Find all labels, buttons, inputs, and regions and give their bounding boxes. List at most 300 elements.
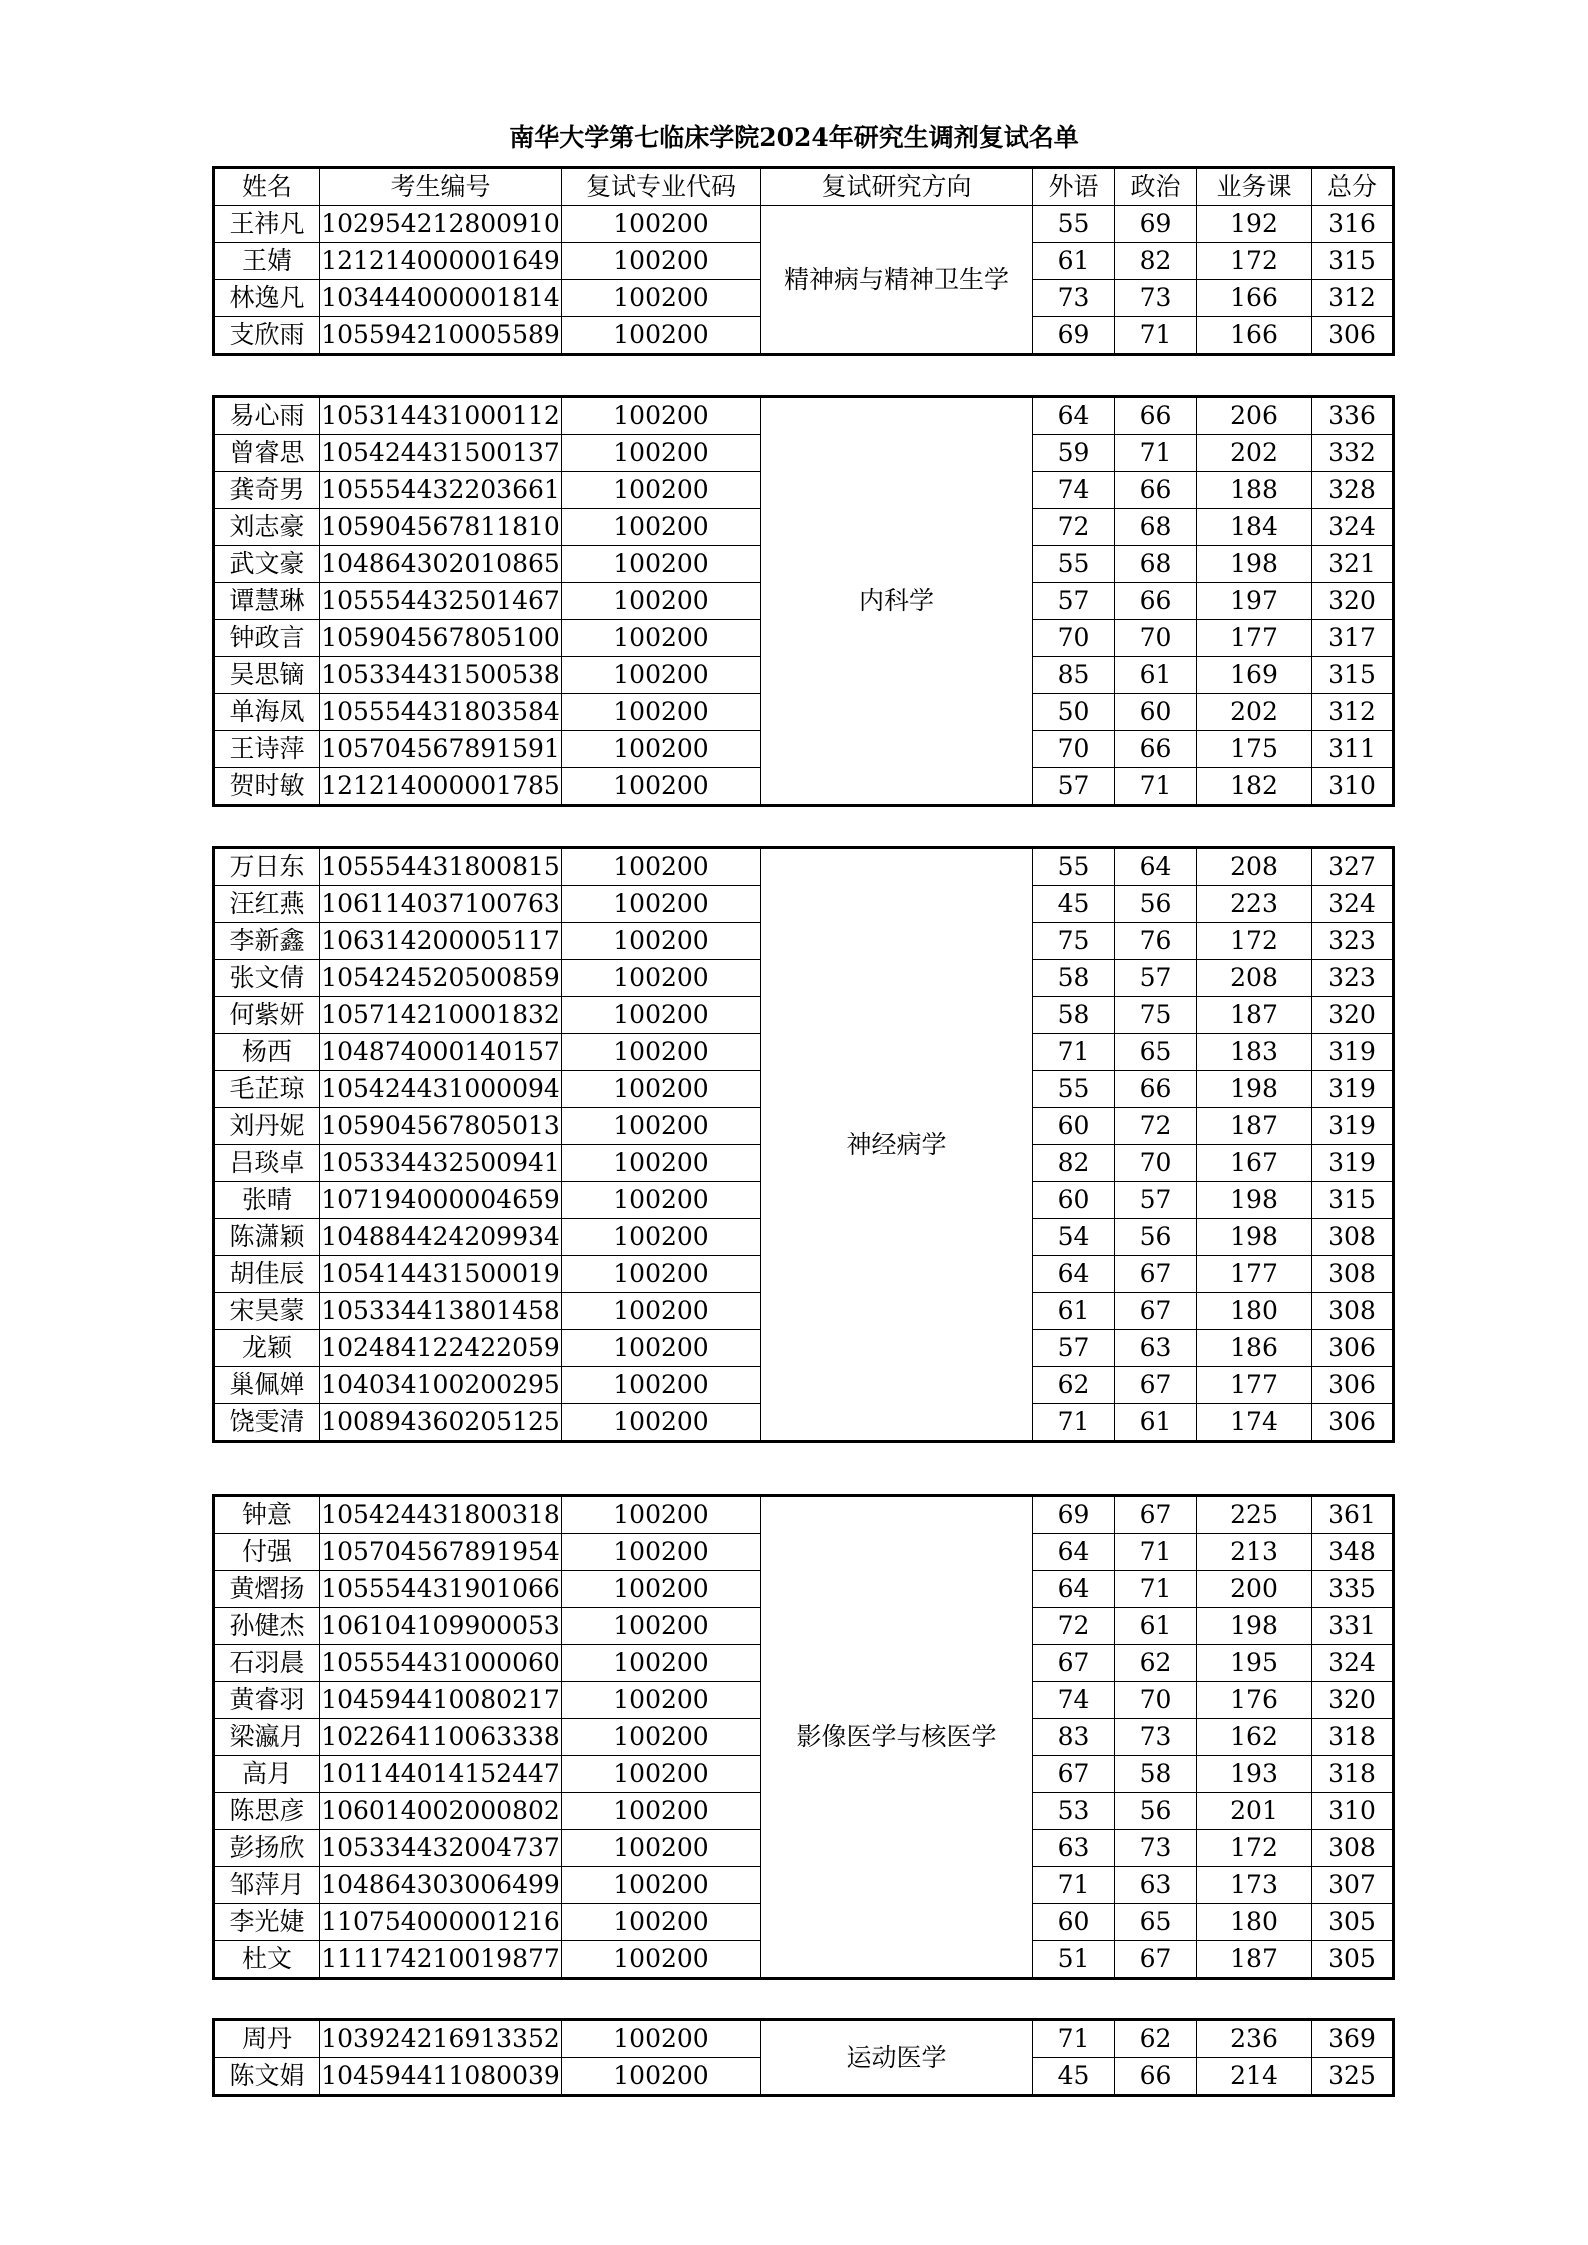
exam-id-cell: 105904567805100 [320, 620, 562, 657]
direction-cell: 精神病与精神卫生学 [761, 206, 1033, 355]
total-score-cell: 315 [1312, 657, 1394, 694]
foreign-language-cell: 73 [1033, 280, 1115, 317]
politics-cell: 62 [1115, 2020, 1197, 2058]
name-cell: 陈潇颖 [214, 1219, 320, 1256]
exam-id-cell: 105424520500859 [320, 960, 562, 997]
major-code-cell: 100200 [562, 657, 761, 694]
major-course-cell: 177 [1197, 620, 1312, 657]
header-major-code: 复试专业代码 [562, 168, 761, 206]
politics-cell: 70 [1115, 1682, 1197, 1719]
politics-cell: 58 [1115, 1756, 1197, 1793]
major-code-cell: 100200 [562, 1404, 761, 1442]
major-course-cell: 198 [1197, 1182, 1312, 1219]
major-code-cell: 100200 [562, 2020, 761, 2058]
politics-cell: 71 [1115, 1571, 1197, 1608]
major-code-cell: 100200 [562, 1830, 761, 1867]
exam-id-cell: 121214000001785 [320, 768, 562, 806]
major-code-cell: 100200 [562, 317, 761, 355]
page-title: 南华大学第七临床学院2024年研究生调剂复试名单 [509, 123, 1079, 152]
politics-cell: 72 [1115, 1108, 1197, 1145]
name-cell: 王诗萍 [214, 731, 320, 768]
major-code-cell: 100200 [562, 886, 761, 923]
foreign-language-cell: 45 [1033, 886, 1115, 923]
name-cell: 陈文娟 [214, 2058, 320, 2096]
major-code-cell: 100200 [562, 1682, 761, 1719]
foreign-language-cell: 69 [1033, 1496, 1115, 1534]
name-cell: 吕琰卓 [214, 1145, 320, 1182]
exam-id-cell: 121214000001649 [320, 243, 562, 280]
total-score-cell: 312 [1312, 694, 1394, 731]
table-row [214, 397, 1394, 435]
table-row [214, 848, 1394, 886]
major-course-cell: 166 [1197, 280, 1312, 317]
table-row [214, 206, 1394, 243]
politics-cell: 67 [1115, 1496, 1197, 1534]
foreign-language-cell: 58 [1033, 960, 1115, 997]
major-course-cell: 188 [1197, 472, 1312, 509]
exam-id-cell: 106014002000802 [320, 1793, 562, 1830]
politics-cell: 71 [1115, 768, 1197, 806]
header-exam-id: 考生编号 [320, 168, 562, 206]
foreign-language-cell: 50 [1033, 694, 1115, 731]
foreign-language-cell: 64 [1033, 1256, 1115, 1293]
major-code-cell: 100200 [562, 960, 761, 997]
foreign-language-cell: 63 [1033, 1830, 1115, 1867]
foreign-language-cell: 53 [1033, 1793, 1115, 1830]
exam-id-cell: 105314431000112 [320, 397, 562, 435]
politics-cell: 66 [1115, 1071, 1197, 1108]
politics-cell: 65 [1115, 1034, 1197, 1071]
major-code-cell: 100200 [562, 1756, 761, 1793]
exam-id-cell: 105904567805013 [320, 1108, 562, 1145]
exam-id-cell: 103444000001814 [320, 280, 562, 317]
major-code-cell: 100200 [562, 397, 761, 435]
foreign-language-cell: 55 [1033, 546, 1115, 583]
name-cell: 张文倩 [214, 960, 320, 997]
foreign-language-cell: 74 [1033, 472, 1115, 509]
major-code-cell: 100200 [562, 848, 761, 886]
name-cell: 邹萍月 [214, 1867, 320, 1904]
major-code-cell: 100200 [562, 1571, 761, 1608]
exam-id-cell: 102484122422059 [320, 1330, 562, 1367]
header-name: 姓名 [214, 168, 320, 206]
politics-cell: 71 [1115, 435, 1197, 472]
major-code-cell: 100200 [562, 280, 761, 317]
name-cell: 付强 [214, 1534, 320, 1571]
major-course-cell: 180 [1197, 1293, 1312, 1330]
major-course-cell: 208 [1197, 960, 1312, 997]
foreign-language-cell: 71 [1033, 1867, 1115, 1904]
politics-cell: 56 [1115, 1219, 1197, 1256]
exam-id-cell: 104864302010865 [320, 546, 562, 583]
foreign-language-cell: 64 [1033, 1534, 1115, 1571]
exam-id-cell: 104874000140157 [320, 1034, 562, 1071]
politics-cell: 57 [1115, 960, 1197, 997]
major-course-cell: 182 [1197, 768, 1312, 806]
major-course-cell: 169 [1197, 657, 1312, 694]
total-score-cell: 308 [1312, 1830, 1394, 1867]
name-cell: 黄熠扬 [214, 1571, 320, 1608]
direction-cell: 影像医学与核医学 [761, 1496, 1033, 1979]
politics-cell: 67 [1115, 1256, 1197, 1293]
foreign-language-cell: 71 [1033, 1404, 1115, 1442]
exam-id-cell: 104594411080039 [320, 2058, 562, 2096]
total-score-cell: 315 [1312, 1182, 1394, 1219]
total-score-cell: 319 [1312, 1145, 1394, 1182]
major-course-cell: 180 [1197, 1904, 1312, 1941]
major-course-cell: 200 [1197, 1571, 1312, 1608]
major-course-cell: 186 [1197, 1330, 1312, 1367]
exam-id-cell: 102954212800910 [320, 206, 562, 243]
politics-cell: 66 [1115, 731, 1197, 768]
major-course-cell: 202 [1197, 694, 1312, 731]
name-cell: 单海凤 [214, 694, 320, 731]
name-cell: 支欣雨 [214, 317, 320, 355]
foreign-language-cell: 57 [1033, 1330, 1115, 1367]
major-code-cell: 100200 [562, 1219, 761, 1256]
major-code-cell: 100200 [562, 1719, 761, 1756]
name-cell: 杨西 [214, 1034, 320, 1071]
major-course-cell: 172 [1197, 1830, 1312, 1867]
foreign-language-cell: 71 [1033, 1034, 1115, 1071]
foreign-language-cell: 69 [1033, 317, 1115, 355]
header-direction: 复试研究方向 [761, 168, 1033, 206]
total-score-cell: 336 [1312, 397, 1394, 435]
exam-id-cell: 105554431000060 [320, 1645, 562, 1682]
foreign-language-cell: 61 [1033, 1293, 1115, 1330]
exam-id-cell: 102264110063338 [320, 1719, 562, 1756]
politics-cell: 62 [1115, 1645, 1197, 1682]
name-cell: 汪红燕 [214, 886, 320, 923]
major-code-cell: 100200 [562, 694, 761, 731]
name-cell: 黄睿羽 [214, 1682, 320, 1719]
total-score-cell: 318 [1312, 1719, 1394, 1756]
foreign-language-cell: 75 [1033, 923, 1115, 960]
foreign-language-cell: 72 [1033, 1608, 1115, 1645]
total-score-cell: 324 [1312, 886, 1394, 923]
total-score-cell: 305 [1312, 1904, 1394, 1941]
politics-cell: 68 [1115, 509, 1197, 546]
foreign-language-cell: 60 [1033, 1182, 1115, 1219]
name-cell: 孙健杰 [214, 1608, 320, 1645]
exam-id-cell: 105424431800318 [320, 1496, 562, 1534]
foreign-language-cell: 70 [1033, 731, 1115, 768]
major-course-cell: 236 [1197, 2020, 1312, 2058]
name-cell: 刘志豪 [214, 509, 320, 546]
direction-cell: 神经病学 [761, 848, 1033, 1442]
total-score-cell: 325 [1312, 2058, 1394, 2096]
major-code-cell: 100200 [562, 2058, 761, 2096]
table-row [214, 1496, 1394, 1534]
foreign-language-cell: 60 [1033, 1108, 1115, 1145]
major-course-cell: 183 [1197, 1034, 1312, 1071]
name-cell: 王祎凡 [214, 206, 320, 243]
foreign-language-cell: 72 [1033, 509, 1115, 546]
direction-cell: 运动医学 [761, 2020, 1033, 2096]
politics-cell: 75 [1115, 997, 1197, 1034]
politics-cell: 73 [1115, 1719, 1197, 1756]
exam-id-cell: 106314200005117 [320, 923, 562, 960]
total-score-cell: 312 [1312, 280, 1394, 317]
politics-cell: 76 [1115, 923, 1197, 960]
total-score-cell: 332 [1312, 435, 1394, 472]
table-row [214, 2020, 1394, 2058]
name-cell: 胡佳辰 [214, 1256, 320, 1293]
major-code-cell: 100200 [562, 1108, 761, 1145]
exam-id-cell: 105424431500137 [320, 435, 562, 472]
major-course-cell: 198 [1197, 1071, 1312, 1108]
exam-id-cell: 106114037100763 [320, 886, 562, 923]
major-code-cell: 100200 [562, 997, 761, 1034]
foreign-language-cell: 55 [1033, 848, 1115, 886]
major-course-cell: 187 [1197, 997, 1312, 1034]
foreign-language-cell: 67 [1033, 1645, 1115, 1682]
major-code-cell: 100200 [562, 546, 761, 583]
major-code-cell: 100200 [562, 1182, 761, 1219]
politics-cell: 69 [1115, 206, 1197, 243]
total-score-cell: 327 [1312, 848, 1394, 886]
major-code-cell: 100200 [562, 1367, 761, 1404]
name-cell: 周丹 [214, 2020, 320, 2058]
name-cell: 石羽晨 [214, 1645, 320, 1682]
exam-id-cell: 101144014152447 [320, 1756, 562, 1793]
major-course-cell: 198 [1197, 1608, 1312, 1645]
politics-cell: 67 [1115, 1293, 1197, 1330]
foreign-language-cell: 64 [1033, 397, 1115, 435]
total-score-cell: 319 [1312, 1034, 1394, 1071]
major-course-cell: 197 [1197, 583, 1312, 620]
total-score-cell: 315 [1312, 243, 1394, 280]
major-code-cell: 100200 [562, 1034, 761, 1071]
total-score-cell: 369 [1312, 2020, 1394, 2058]
exam-id-cell: 105334413801458 [320, 1293, 562, 1330]
name-cell: 何紫妍 [214, 997, 320, 1034]
politics-cell: 71 [1115, 317, 1197, 355]
major-course-cell: 202 [1197, 435, 1312, 472]
foreign-language-cell: 59 [1033, 435, 1115, 472]
politics-cell: 73 [1115, 280, 1197, 317]
total-score-cell: 308 [1312, 1219, 1394, 1256]
total-score-cell: 319 [1312, 1071, 1394, 1108]
name-cell: 龙颖 [214, 1330, 320, 1367]
total-score-cell: 317 [1312, 620, 1394, 657]
major-code-cell: 100200 [562, 1071, 761, 1108]
major-code-cell: 100200 [562, 1867, 761, 1904]
major-course-cell: 162 [1197, 1719, 1312, 1756]
total-score-cell: 323 [1312, 923, 1394, 960]
major-course-cell: 166 [1197, 317, 1312, 355]
total-score-cell: 316 [1312, 206, 1394, 243]
exam-id-cell: 105554432203661 [320, 472, 562, 509]
major-course-cell: 174 [1197, 1404, 1312, 1442]
major-code-cell: 100200 [562, 1608, 761, 1645]
major-course-cell: 173 [1197, 1867, 1312, 1904]
total-score-cell: 328 [1312, 472, 1394, 509]
exam-id-cell: 103924216913352 [320, 2020, 562, 2058]
name-cell: 陈思彦 [214, 1793, 320, 1830]
total-score-cell: 324 [1312, 509, 1394, 546]
foreign-language-cell: 61 [1033, 243, 1115, 280]
major-code-cell: 100200 [562, 1793, 761, 1830]
major-course-cell: 223 [1197, 886, 1312, 923]
total-score-cell: 308 [1312, 1293, 1394, 1330]
politics-cell: 70 [1115, 1145, 1197, 1182]
name-cell: 高月 [214, 1756, 320, 1793]
exam-id-cell: 110754000001216 [320, 1904, 562, 1941]
exam-id-cell: 105554432501467 [320, 583, 562, 620]
exam-id-cell: 105554431800815 [320, 848, 562, 886]
foreign-language-cell: 74 [1033, 1682, 1115, 1719]
total-score-cell: 306 [1312, 317, 1394, 355]
politics-cell: 56 [1115, 886, 1197, 923]
name-cell: 彭扬欣 [214, 1830, 320, 1867]
politics-cell: 68 [1115, 546, 1197, 583]
foreign-language-cell: 62 [1033, 1367, 1115, 1404]
foreign-language-cell: 85 [1033, 657, 1115, 694]
exam-id-cell: 105714210001832 [320, 997, 562, 1034]
politics-cell: 65 [1115, 1904, 1197, 1941]
name-cell: 张晴 [214, 1182, 320, 1219]
foreign-language-cell: 51 [1033, 1941, 1115, 1979]
header-foreign-language: 外语 [1033, 168, 1115, 206]
total-score-cell: 318 [1312, 1756, 1394, 1793]
name-cell: 王婧 [214, 243, 320, 280]
politics-cell: 63 [1115, 1330, 1197, 1367]
name-cell: 龚奇男 [214, 472, 320, 509]
major-course-cell: 187 [1197, 1941, 1312, 1979]
exam-id-cell: 105904567811810 [320, 509, 562, 546]
name-cell: 万日东 [214, 848, 320, 886]
politics-cell: 67 [1115, 1941, 1197, 1979]
foreign-language-cell: 83 [1033, 1719, 1115, 1756]
foreign-language-cell: 57 [1033, 768, 1115, 806]
score-table-2 [212, 395, 1395, 807]
politics-cell: 67 [1115, 1367, 1197, 1404]
major-course-cell: 208 [1197, 848, 1312, 886]
exam-id-cell: 104884424209934 [320, 1219, 562, 1256]
major-course-cell: 201 [1197, 1793, 1312, 1830]
politics-cell: 56 [1115, 1793, 1197, 1830]
score-table-5 [212, 2018, 1395, 2097]
name-cell: 钟意 [214, 1496, 320, 1534]
total-score-cell: 306 [1312, 1404, 1394, 1442]
foreign-language-cell: 55 [1033, 1071, 1115, 1108]
politics-cell: 66 [1115, 397, 1197, 435]
total-score-cell: 307 [1312, 1867, 1394, 1904]
name-cell: 梁瀛月 [214, 1719, 320, 1756]
politics-cell: 63 [1115, 1867, 1197, 1904]
major-code-cell: 100200 [562, 472, 761, 509]
major-code-cell: 100200 [562, 620, 761, 657]
total-score-cell: 323 [1312, 960, 1394, 997]
politics-cell: 70 [1115, 620, 1197, 657]
foreign-language-cell: 67 [1033, 1756, 1115, 1793]
total-score-cell: 310 [1312, 1793, 1394, 1830]
major-code-cell: 100200 [562, 1941, 761, 1979]
name-cell: 曾睿思 [214, 435, 320, 472]
politics-cell: 66 [1115, 472, 1197, 509]
name-cell: 贺时敏 [214, 768, 320, 806]
major-code-cell: 100200 [562, 509, 761, 546]
major-course-cell: 177 [1197, 1367, 1312, 1404]
exam-id-cell: 105594210005589 [320, 317, 562, 355]
name-cell: 吴思镝 [214, 657, 320, 694]
foreign-language-cell: 70 [1033, 620, 1115, 657]
major-course-cell: 172 [1197, 923, 1312, 960]
header-total: 总分 [1312, 168, 1394, 206]
politics-cell: 60 [1115, 694, 1197, 731]
major-code-cell: 100200 [562, 1256, 761, 1293]
foreign-language-cell: 82 [1033, 1145, 1115, 1182]
politics-cell: 66 [1115, 2058, 1197, 2096]
politics-cell: 64 [1115, 848, 1197, 886]
foreign-language-cell: 60 [1033, 1904, 1115, 1941]
major-course-cell: 184 [1197, 509, 1312, 546]
politics-cell: 71 [1115, 1534, 1197, 1571]
major-code-cell: 100200 [562, 923, 761, 960]
politics-cell: 66 [1115, 583, 1197, 620]
total-score-cell: 320 [1312, 1682, 1394, 1719]
exam-id-cell: 104594410080217 [320, 1682, 562, 1719]
exam-id-cell: 105334431500538 [320, 657, 562, 694]
major-course-cell: 213 [1197, 1534, 1312, 1571]
major-course-cell: 177 [1197, 1256, 1312, 1293]
politics-cell: 73 [1115, 1830, 1197, 1867]
major-code-cell: 100200 [562, 731, 761, 768]
total-score-cell: 331 [1312, 1608, 1394, 1645]
total-score-cell: 306 [1312, 1330, 1394, 1367]
header-politics: 政治 [1115, 168, 1197, 206]
major-code-cell: 100200 [562, 435, 761, 472]
major-course-cell: 167 [1197, 1145, 1312, 1182]
foreign-language-cell: 64 [1033, 1571, 1115, 1608]
score-table-1 [212, 166, 1395, 356]
total-score-cell: 324 [1312, 1645, 1394, 1682]
major-course-cell: 187 [1197, 1108, 1312, 1145]
total-score-cell: 310 [1312, 768, 1394, 806]
major-code-cell: 100200 [562, 243, 761, 280]
exam-id-cell: 105704567891954 [320, 1534, 562, 1571]
total-score-cell: 311 [1312, 731, 1394, 768]
major-course-cell: 175 [1197, 731, 1312, 768]
exam-id-cell: 105554431901066 [320, 1571, 562, 1608]
exam-id-cell: 105554431803584 [320, 694, 562, 731]
politics-cell: 61 [1115, 657, 1197, 694]
exam-id-cell: 105704567891591 [320, 731, 562, 768]
major-code-cell: 100200 [562, 1145, 761, 1182]
exam-id-cell: 111174210019877 [320, 1941, 562, 1979]
major-code-cell: 100200 [562, 1496, 761, 1534]
exam-id-cell: 105414431500019 [320, 1256, 562, 1293]
major-course-cell: 192 [1197, 206, 1312, 243]
major-course-cell: 225 [1197, 1496, 1312, 1534]
total-score-cell: 305 [1312, 1941, 1394, 1979]
major-code-cell: 100200 [562, 1645, 761, 1682]
major-course-cell: 206 [1197, 397, 1312, 435]
major-course-cell: 195 [1197, 1645, 1312, 1682]
name-cell: 谭慧琳 [214, 583, 320, 620]
foreign-language-cell: 54 [1033, 1219, 1115, 1256]
politics-cell: 61 [1115, 1608, 1197, 1645]
major-code-cell: 100200 [562, 1904, 761, 1941]
header-major-course: 业务课 [1197, 168, 1312, 206]
name-cell: 武文豪 [214, 546, 320, 583]
total-score-cell: 361 [1312, 1496, 1394, 1534]
name-cell: 林逸凡 [214, 280, 320, 317]
major-course-cell: 198 [1197, 546, 1312, 583]
name-cell: 宋昊蒙 [214, 1293, 320, 1330]
direction-cell: 内科学 [761, 397, 1033, 806]
